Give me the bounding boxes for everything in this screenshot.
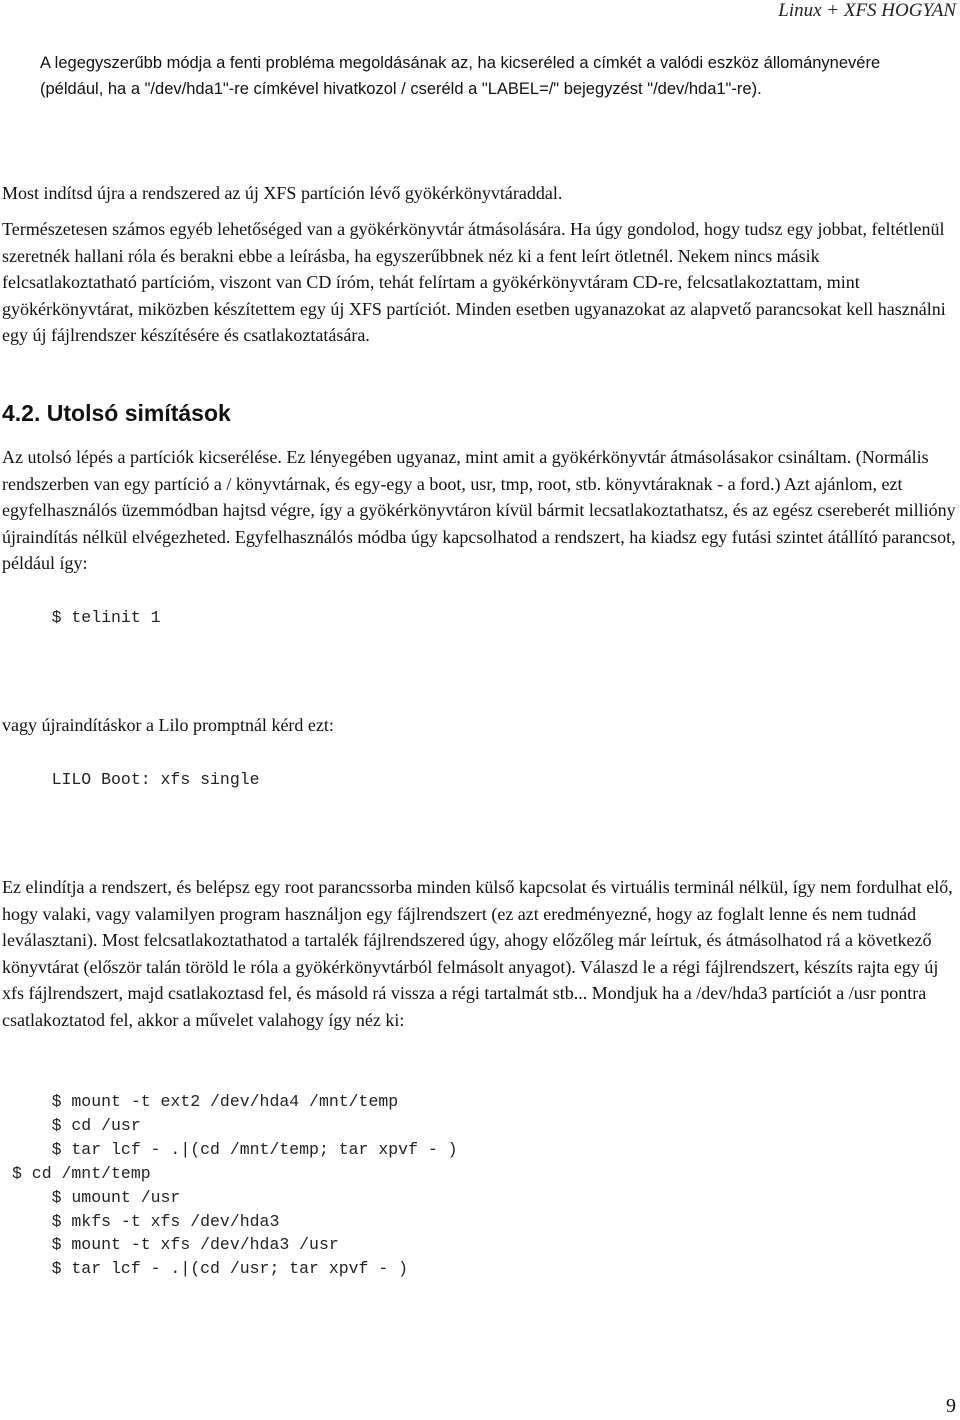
intro-paragraph: A legegyszerűbb módja a fenti probléma megoldásának az, ha kicseréled a címkét a valódi eszköz állománynevére (például, ha a "/dev/hda1"-re címkével hivatkozol / cseréld a "LABEL=/" bejegyzést "/dev/hda1"-re). — [40, 54, 881, 98]
single-user-paragraph: Ez elindítja a rendszert, és belépsz egy root parancssorba minden külső kapcsolat és virtuális terminál nélkül, így nem fordulhat elő, hogy valaki, vagy valamilyen program használjon egy fájlrendszert (ez azt eredményezné, hogy az foglalt lenne és nem tudnád leválasztani). Most felcsatlakoztathatod a tartalék fájlrendszered úgy, ahogy előzőleg már leírtuk, és átmásolhatod rá a következő könyvtárat (először talán töröld le róla a gyökérkönyvtárból felmásolt anyagot). Válaszd le a régi fájlrendszert, készíts rajta egy új xfs fájlrendszert, majd csatlakoztasd fel, és másold rá vissza a régi tartalmát stb... Mondjuk ha a /dev/hda3 partíciót a /usr pontra csatlakoztatod fel, akkor a művelet valahogy így néz ki: — [2, 877, 953, 1030]
page-number: 9 — [946, 1395, 956, 1417]
section-heading: 4.2. Utolsó simítások — [2, 400, 231, 426]
running-header: Linux + XFS HOGYAN — [778, 0, 956, 21]
last-step-paragraph: Az utolsó lépés a partíciók kicserélése. Ez lényegében ugyanaz, mint amit a gyökérkönyvtár átmásolásakor csináltam. (Normális rendszerben van egy partíció a / könyvtárnak, és egy-egy a boot, usr, tmp, root, stb. könyvtáraknak - a ford.) Azt ajánlom, ezt egyfelhasználós üzemmódban hajtsd végre, így a gyökérkönyvtáron kívül bármit lecsatlakoztathatsz, és az egész csereberét millióny újraindítás nélkül elvégezheted. Egyfelhasználós módba úgy kapcsolhatod a rendszert, ha kiadsz egy futási szintet átállító parancsot, például így: — [2, 447, 956, 574]
restart-paragraph: Most indítsd újra a rendszered az új XFS partíción lévő gyökérkönyvtáraddal. — [2, 183, 563, 203]
lilo-prompt-paragraph: vagy újraindításkor a Lilo promptnál kérd ezt: — [2, 715, 334, 735]
telinit-code-block: $ telinit 1 — [12, 608, 161, 627]
lilo-code-block: LILO Boot: xfs single — [12, 770, 260, 789]
alternatives-paragraph: Természetesen számos egyéb lehetőséged van a gyökérkönyvtár átmásolására. Ha úgy gondolod, hogy tudsz egy jobbat, feltétlenül szeretnék hallani róla és berakni ebbe a leírásba, ha egyszerűbbnek néz ki a fent leírt ötletnél. Nekem nincs másik felcsatlakoztatható partícióm, viszont van CD íróm, tehát felírtam a gyökérkönyvtáram CD-re, felcsatlakoztattam, mint gyökérkönyvtárat, miközben készítettem egy új XFS partíciót. Minden esetben ugyanazokat az alapvető parancsokat kell használni egy új fájlrendszer készítésére és csatlakoztatására. — [2, 219, 946, 346]
commands-code-block: $ mount -t ext2 /dev/hda4 /mnt/temp $ cd /usr $ tar lcf - .|(cd /mnt/temp; tar xpvf - ) $ cd /mnt/temp $ umount /usr $ mkfs -t xfs /dev/hda3 $ mount -t xfs /dev/hda3 /usr $ tar lcf - .|(cd /usr; tar xpvf - ) — [12, 1092, 458, 1279]
